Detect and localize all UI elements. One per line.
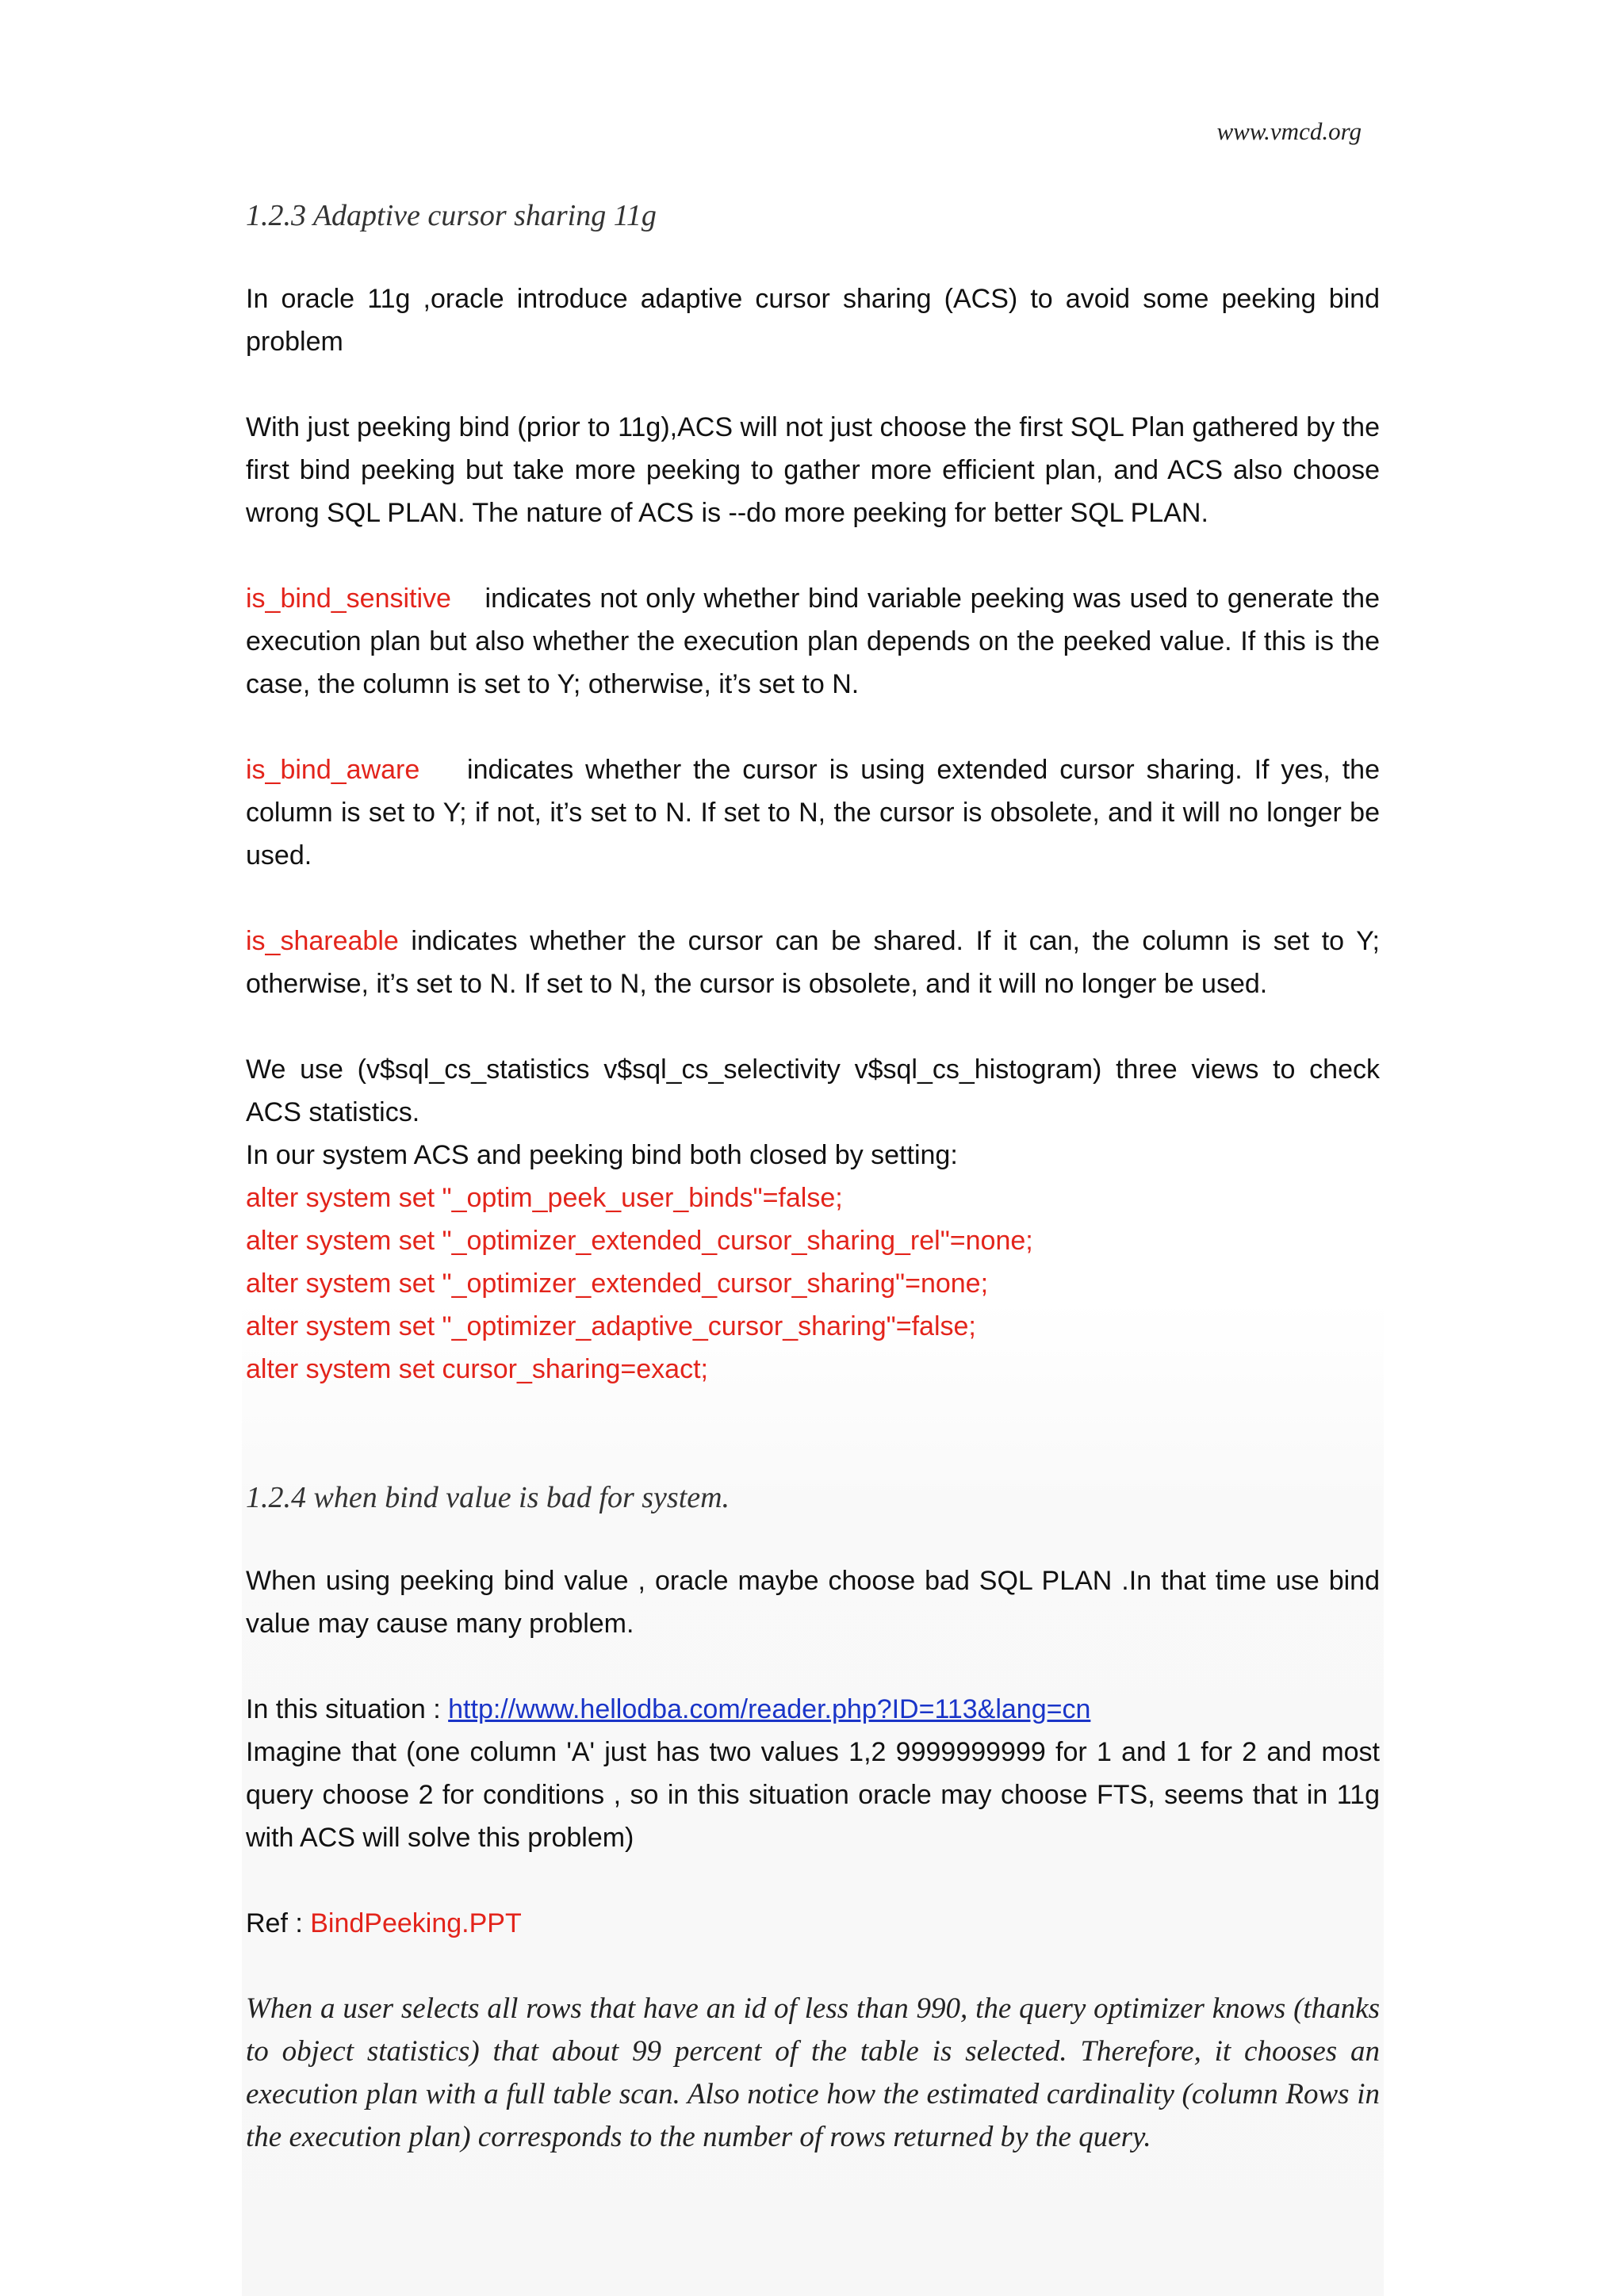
section-spacer	[246, 1391, 1380, 1476]
paragraph-peeking-bind: With just peeking bind (prior to 11g),ACS will not just choose the first SQL Plan gathered by the first bind peeking but take more peeking to gather more efficient plan, and ACS also choose wrong SQL PLAN. The nature of ACS is --do more peeking for better SQL PLAN.	[246, 412, 1380, 528]
term-is-bind-aware: is_bind_aware	[246, 755, 420, 785]
paragraph-imagine: Imagine that (one column 'A' just has two values 1,2 9999999999 for 1 and 1 for 2 and most query choose 2 for conditions , so in this situation oracle may choose FTS, seems that in 11g with ACS will solve this problem)	[246, 1737, 1380, 1853]
paragraph-views: We use (v$sql_cs_statistics v$sql_cs_selectivity v$sql_cs_histogram) three views to check ACS statistics.	[246, 1054, 1380, 1127]
command-line: alter system set "_optimizer_extended_cursor_sharing_rel"=none;	[246, 1226, 1033, 1256]
paragraph-intro: In oracle 11g ,oracle introduce adaptive cursor sharing (ACS) to avoid some peeking bind problem	[246, 284, 1380, 357]
command-line: alter system set "_optimizer_adaptive_cursor_sharing"=false;	[246, 1311, 976, 1341]
paragraph-situation	[246, 1688, 1380, 1731]
paragraph-is-bind-aware	[246, 748, 1380, 877]
paragraph-bad-plan: When using peeking bind value , oracle maybe choose bad SQL PLAN .In that time use bind value may cause many problem.	[246, 1566, 1380, 1639]
document-body	[246, 194, 1380, 2159]
paragraph-is-bind-sensitive	[246, 577, 1380, 706]
term-is-bind-sensitive-desc: indicates not only whether bind variable peeking was used to generate the execution plan but also whether the execution plan depends on the peeked value. If this is the case, the column is set to Y; otherwise, it’s set to N.	[246, 584, 1380, 699]
header-url: www.vmcd.org	[1216, 117, 1362, 145]
term-is-shareable: is_shareable	[246, 926, 399, 956]
command-line: alter system set cursor_sharing=exact;	[246, 1354, 708, 1384]
paragraph-ref	[246, 1902, 1380, 1945]
section-heading-1-2-4: 1.2.4 when bind value is bad for system.	[246, 1481, 730, 1514]
quote-paragraph: When a user selects all rows that have an id of less than 990, the query optimizer knows (thanks to object statistics) that about 99 percent of the table is selected. Therefore, it chooses an execution plan with a full table scan. Also notice how the estimated cardinality (column Rows in the execution plan) corresponds to the number of rows returned by the query.	[246, 1992, 1380, 2153]
paragraph-is-shareable	[246, 920, 1380, 1005]
ref-value: BindPeeking.PPT	[310, 1908, 522, 1938]
paragraph-closed-settings: In our system ACS and peeking bind both closed by setting:	[246, 1140, 958, 1170]
hellodba-link[interactable]: http://www.hellodba.com/reader.php?ID=113&lang=cn	[448, 1694, 1091, 1724]
command-line: alter system set "_optim_peek_user_binds"=false;	[246, 1183, 843, 1213]
section-heading-1-2-3: 1.2.3 Adaptive cursor sharing 11g	[246, 199, 657, 232]
situation-label: In this situation :	[246, 1694, 449, 1724]
term-is-bind-aware-desc: indicates whether the cursor is using extended cursor sharing. If yes, the column is set to Y; if not, it’s set to N. If set to N, the cursor is obsolete, and it will no longer be used.	[246, 755, 1380, 871]
term-is-bind-sensitive: is_bind_sensitive	[246, 584, 451, 614]
term-is-shareable-desc: indicates whether the cursor can be shared. If it can, the column is set to Y; otherwise, it’s set to N. If set to N, the cursor is obsolete, and it will no longer be used.	[246, 926, 1380, 999]
command-line: alter system set "_optimizer_extended_cursor_sharing"=none;	[246, 1269, 989, 1299]
ref-label: Ref :	[246, 1908, 311, 1938]
